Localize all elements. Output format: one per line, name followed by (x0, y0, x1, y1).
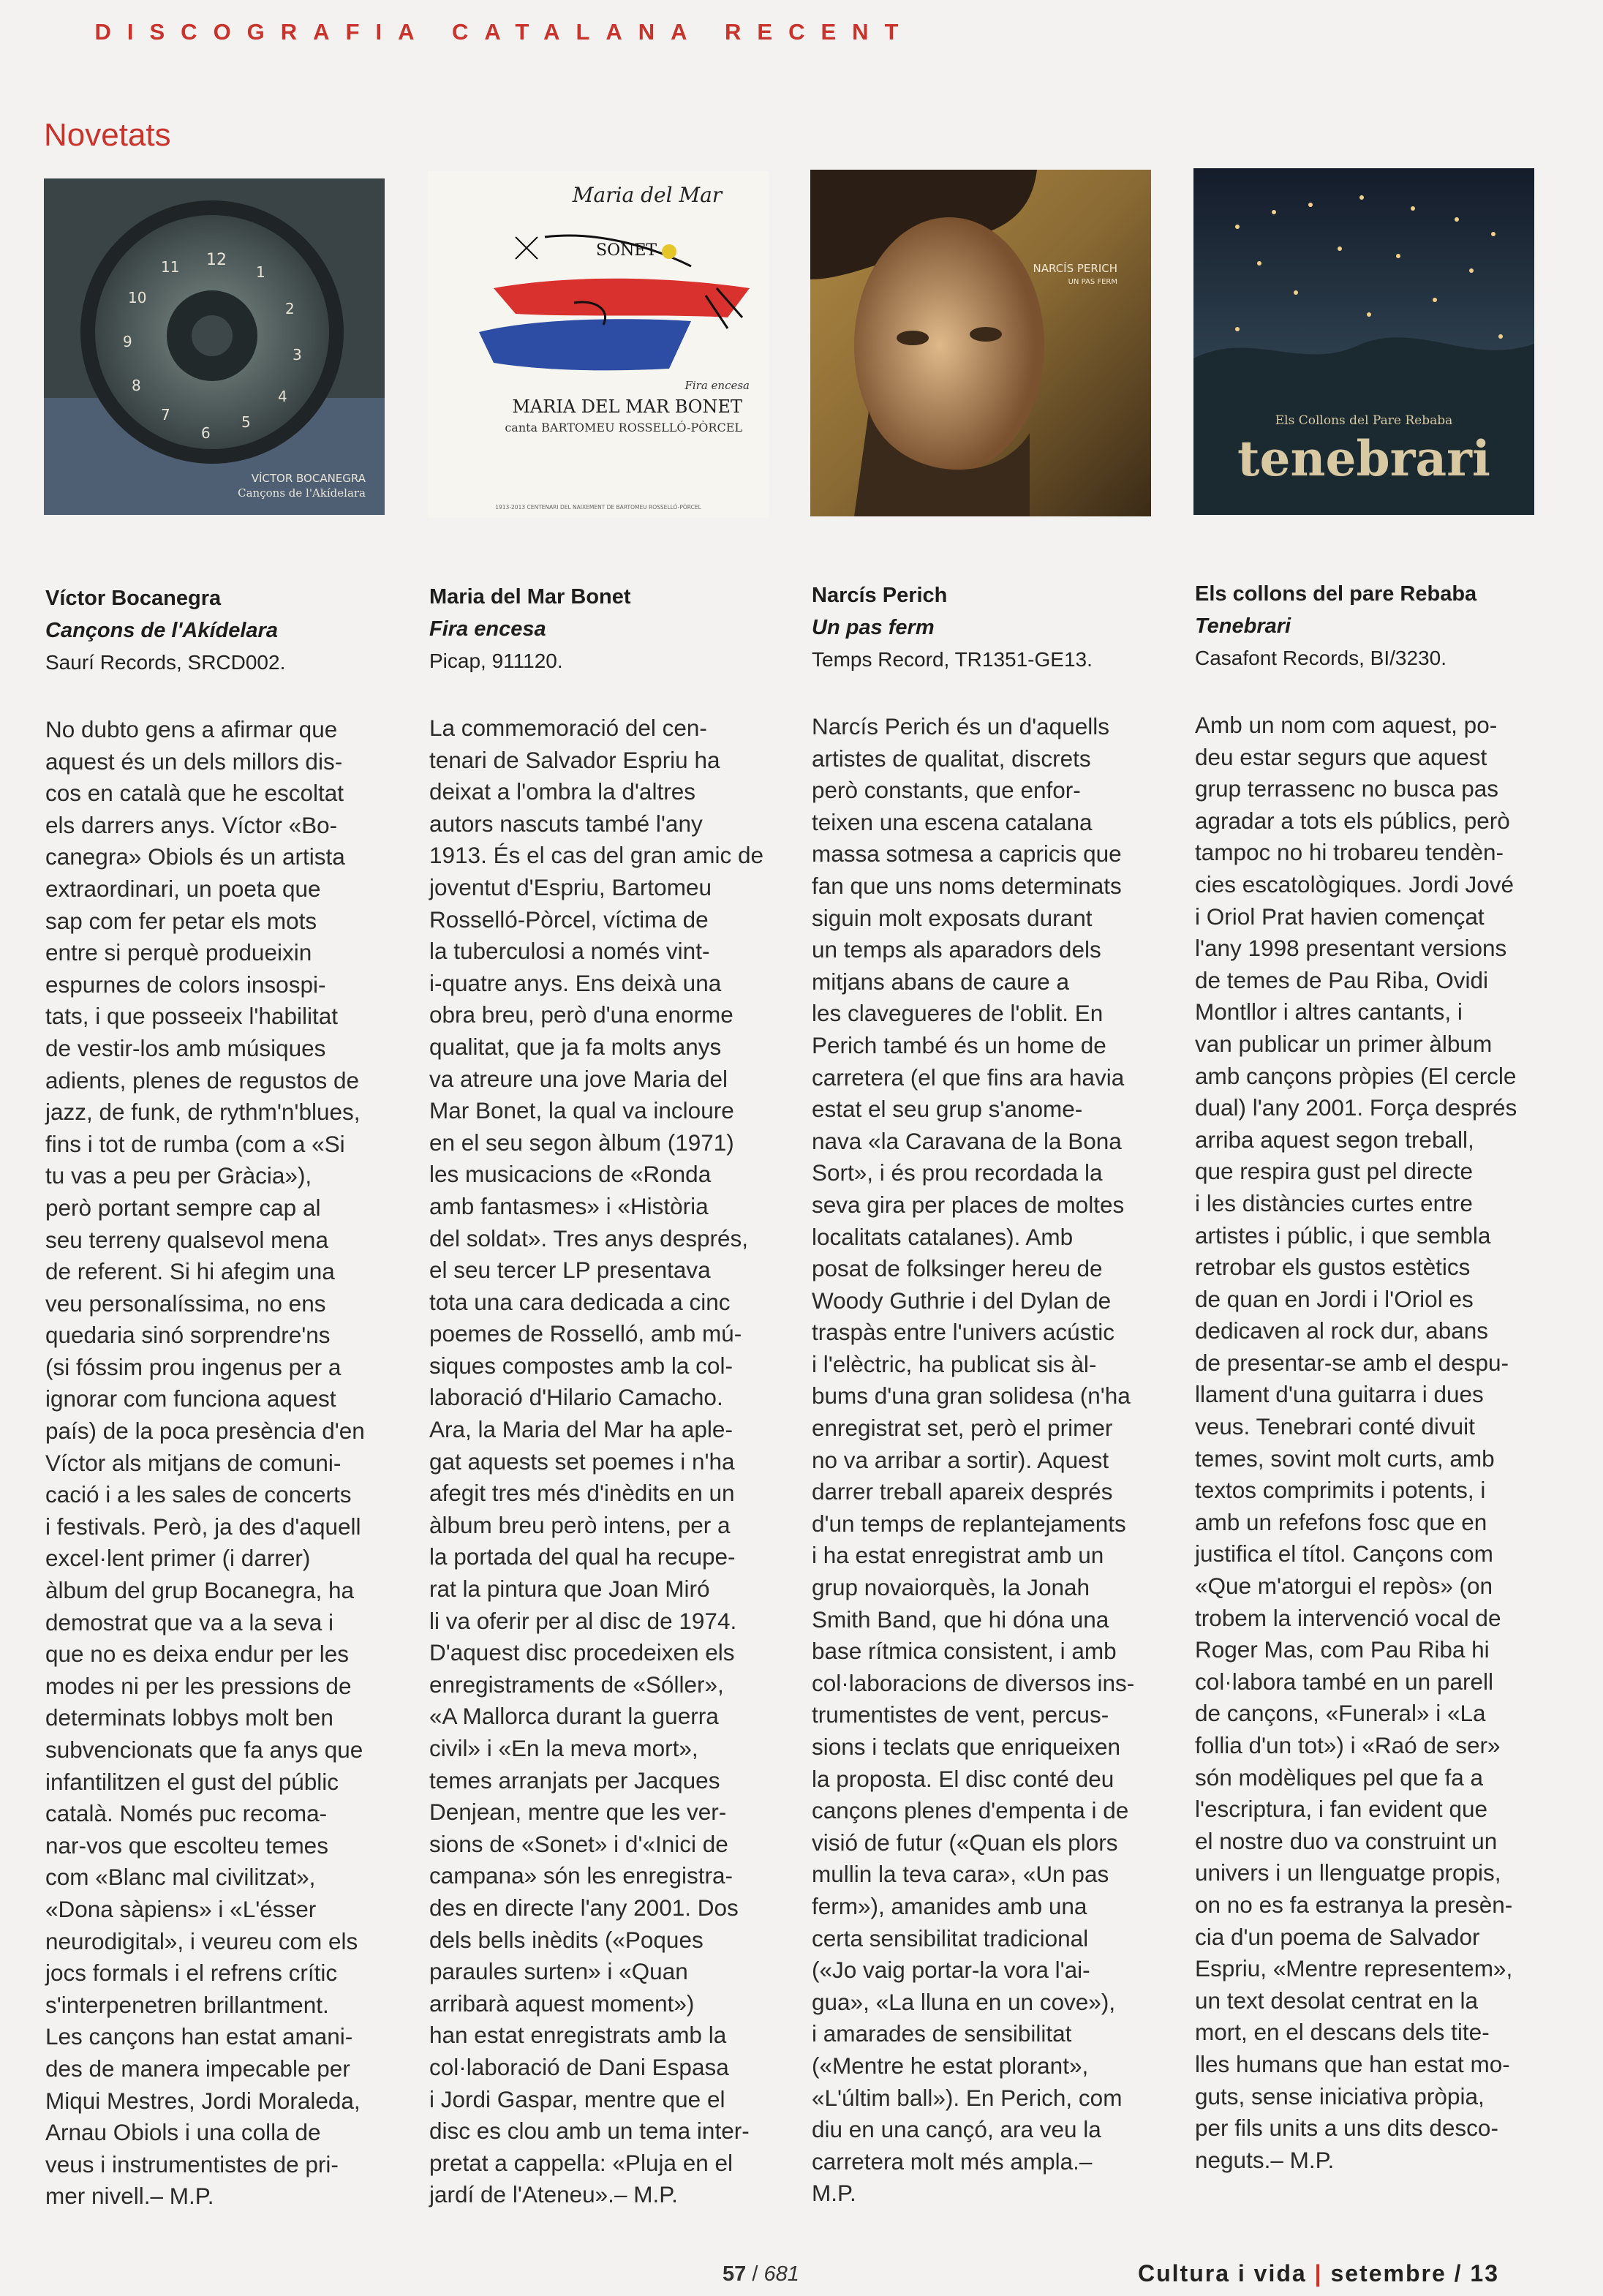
watch-cover-art (44, 178, 385, 515)
record-label: Casafont Records, BI/3230. (1195, 647, 1447, 669)
svg-text:7: 7 (161, 406, 170, 424)
review-text: No dubto gens a afirmar que aquest és un dels millors dis- cos en català que he escoltat els darrers anys. Víctor «Bo- canegra» Obiols és un artista extraordinari, un poeta que sap com fer petar els mots entre si perquè produeixin espurnes de colors insospi- tats, i que posseeix l'habilitat de vestir-los amb músiques adients, plenes de regustos de jazz, de funk, de rythm'n'blues, fins i tot de rumba (com a «Si tu vas a peu per Gràcia»), però portant sempre cap al seu terreny qualsevol mena de referent. Si hi afegim una veu personalíssima, no ens quedaria sinó sorprendre'ns (si fóssim prou ingenus per a ignorar com funciona aquest país) de la poca presència d'en Víctor als mitjans de comuni- cació i a les sales de concerts i festivals. Però, ja des d'aquell excel·lent primer (i darrer) àlbum del grup Bocanegra, ha demostrat que va a la seva i que no es deixa endur per les modes ni per les pressions de determinats lobbys molt ben subvencionats que fa anys que infantilitzen el gust del públic català. Només puc recoma- nar-vos que escolteu temes com «Blanc mal civilitzat», «Dona sàpiens» i «L'ésser neurodigital», i veureu com els jocs formals i el refrens crític s'interpenetren brillantment. Les cançons han estat amani- des de manera impecable per Miqui Mestres, Jordi Moraleda, Arnau Obiols i una colla de veus i instrumentistes de pri- mer nivell.– M.P. (45, 716, 365, 2210)
artist-name: Narcís Perich (812, 584, 948, 607)
album-title: Tenebrari (1195, 614, 1291, 638)
record-label: Saurí Records, SRCD002. (45, 651, 286, 674)
review-text: Narcís Perich és un d'aquells artistes de qualitat, discrets però constants, que enfor- teixen una escena catalana massa sotmesa a capricis que fan que uns noms determinats siguin molt exposats durant un temps als aparadors dels mitjans abans de caure a les clavegueres de l'oblit. En Perich també és un home de carretera (el que fins ara havia estat el seu grup s'anome- nava «la Caravana de la Bona Sort», i és prou recordada la seva gira per places de moltes localitats catalanes). Amb posat de folksinger hereu de Woody Guthrie i del Dylan de traspàs entre l'univers acústic i l'elèctric, ha publicat sis àl- bums d'una gran solidesa (n'ha enregistrat set, però el primer no va arribar a sortir). Aquest darrer treball apareix després d'un temps de replantejaments i ha estat enregistrat amb un grup novaiorquès, la Jonah Smith Band, que hi dóna una base rítmica consistent, i amb col·laboracions de diversos ins- trumentistes de vent, percus- sions i teclats que enriqueixen la proposta. El disc conté deu cançons plenes d'empenta i de visió de futur («Quan els plors mullin la teva cara», «Un pas ferm»), amanides amb una certa sensibilitat tradicional («Jo vaig portar-la vora l'ai- gua», «La lluna en un cove»), i amarades de sensibilitat («Mentre he estat plorant», «L'últim ball»). En Perich, com diu en una cançó, ara veu la carretera molt més ampla.– M.P. (812, 713, 1135, 2207)
svg-text:12: 12 (206, 251, 227, 269)
cover-handwritten-title: Maria del Mar (572, 183, 723, 207)
cover-band-text: Els Collons del Pare Rebaba (1275, 413, 1453, 428)
section-title: Novetats (44, 117, 171, 153)
cover-artist-text: NARCÍS PERICH (1033, 262, 1117, 275)
cover-album-text: tenebrari (1237, 430, 1490, 487)
album-entry (812, 579, 1155, 2210)
svg-text:2: 2 (285, 300, 295, 317)
svg-text:1: 1 (256, 263, 265, 281)
review-text: La commemoració del cen- tenari de Salvador Espriu ha deixat a l'ombra la d'altres autors nascuts també l'any 1913. És el cas del gran amic de joventut d'Espriu, Bartomeu Rosselló-Pòrcel, víctima de la tuberculosi a només vint- i-quatre anys. Ens deixà una obra breu, però d'una enorme qualitat, que ja fa molts anys va atreure una jove Maria del Mar Bonet, la qual va incloure en el seu segon àlbum (1971) les musicacions de «Ronda amb fantasmes» i «Història del soldat». Tres anys després, el seu tercer LP presentava tota una cara dedicada a cinc poemes de Rosselló, amb mú- siques compostes amb la col- laboració d'Hilario Camacho. Ara, la Maria del Mar ha aple- gat aquests set poemes i n'ha afegit tres més d'inèdits en un àlbum breu però intens, per a la portada del qual ha recupe- rat la pintura que Joan Miró li va oferir per al disc de 1974. D'aquest disc procedeixen els enregistraments de «Sóller», «A Mallorca durant la guerra civil» i «En la meva mort», temes arranjats per Jacques Denjean, mentre que les ver- sions de «Sonet» i d'«Inici de campana» són les enregistra- des en directe l'any 2001. Dos dels bells inèdits («Poques paraules surten» i «Quan arribarà aquest moment») han estat enregistrats amb la col·laboració de Dani Espasa i Jordi Gaspar, mentre que el disc es clou amb un tema inter- pretat a cappella: «Pluja en el jardí de l'Ateneu».– M.P. (429, 715, 764, 2208)
cover-album-text: Cançons de l'Akídelara (238, 486, 366, 500)
record-label: Temps Record, TR1351-GE13. (812, 648, 1093, 671)
miro-cover-art (428, 171, 769, 518)
cover-album-text: UN PAS FERM (1068, 278, 1117, 286)
album-cover-rebaba (1193, 168, 1534, 515)
album-entry (429, 581, 773, 2211)
album-cover-bonet (428, 171, 769, 518)
svg-text:9: 9 (123, 333, 132, 350)
album-entry (1195, 578, 1539, 2176)
album-cover-bocanegra (44, 178, 385, 515)
cover-title: MARIA DEL MAR BONET (512, 396, 742, 417)
album-title: Cançons de l'Akídelara (45, 619, 278, 642)
current-page: 57 (723, 2262, 747, 2286)
artist-name: Víctor Bocanegra (45, 587, 222, 610)
total-pages: 681 (763, 2262, 799, 2286)
artist-name: Els collons del pare Rebaba (1195, 582, 1477, 606)
page-separator: / (752, 2262, 758, 2286)
album-cover-perich (810, 170, 1151, 516)
section-header: DISCOGRAFIA CATALANA RECENT (94, 19, 915, 45)
svg-text:6: 6 (201, 424, 211, 442)
cover-line3: canta BARTOMEU ROSSELLÓ-PÒRCEL (505, 421, 742, 434)
cover-footer: 1913-2013 CENTENARI DEL NAIXEMENT DE BARTOMEU ROSSELLÓ-PÒRCEL (495, 504, 701, 511)
svg-text:10: 10 (128, 289, 147, 306)
record-label: Picap, 911120. (429, 650, 563, 672)
magazine-name: Cultura i vida (1138, 2260, 1307, 2286)
svg-text:3: 3 (293, 346, 302, 364)
footer-divider: | (1314, 2260, 1323, 2286)
album-entry (45, 582, 389, 2213)
portrait-cover-art (810, 170, 1151, 516)
album-title: Un pas ferm (812, 616, 935, 639)
issue-date: setembre / 13 (1330, 2260, 1499, 2286)
cover-sonet-text: SONET (596, 241, 657, 260)
cover-subtitle: Fira encesa (684, 379, 750, 392)
album-title: Fira encesa (429, 617, 546, 641)
magazine-footer (1138, 2260, 1499, 2287)
candles-cover-art (1193, 168, 1534, 515)
svg-text:8: 8 (132, 377, 141, 394)
svg-text:11: 11 (161, 258, 180, 276)
svg-text:5: 5 (241, 413, 251, 431)
cover-artist-text: VÍCTOR BOCANEGRA (251, 472, 366, 485)
page-number (723, 2262, 799, 2286)
svg-text:4: 4 (278, 388, 287, 405)
artist-name: Maria del Mar Bonet (429, 585, 631, 609)
review-text: Amb un nom com aquest, po- deu estar segurs que aquest grup terrassenc no busca pas agradar a tots els públics, però tampoc no hi trobareu tendèn- cies escatològiques. Jordi Jové i Oriol Prat havien començat l'any 1998 presentant versions de temes de Pau Riba, Ovidi Montllor i altres cantants, i van publicar un primer àlbum amb cançons pròpies (El cercle dual) l'any 2001. Força després arriba aquest segon treball, que respira gust pel directe i les distàncies curtes entre artistes i públic, i que sembla retrobar els gustos estètics de quan en Jordi i l'Oriol es dedicaven al rock dur, abans de presentar-se amb el despu- llament d'una guitarra i dues veus. Tenebrari conté divuit temes, sovint molt curts, amb textos comprimits i potents, i amb un refefons fosc que en justifica el títol. Cançons com «Que m'atorgui el repòs» (on trobem la intervenció vocal de Roger Mas, com Pau Riba hi col·labora també en un parell de cançons, «Funeral» i «La follia d'un tot») i «Raó de ser» són modèliques pel que fa a l'escriptura, i fan evident que el nostre duo va construint un univers i un llenguatge propis, on no es fa estranya la presèn- cia d'un poema de Salvador Espriu, «Mentre representem», un text desolat centrat en la mort, en el descans dels tite- lles humans que han estat mo- guts, sense iniciativa pròpia, per fils units a uns dits desco- neguts.– M.P. (1195, 712, 1517, 2173)
